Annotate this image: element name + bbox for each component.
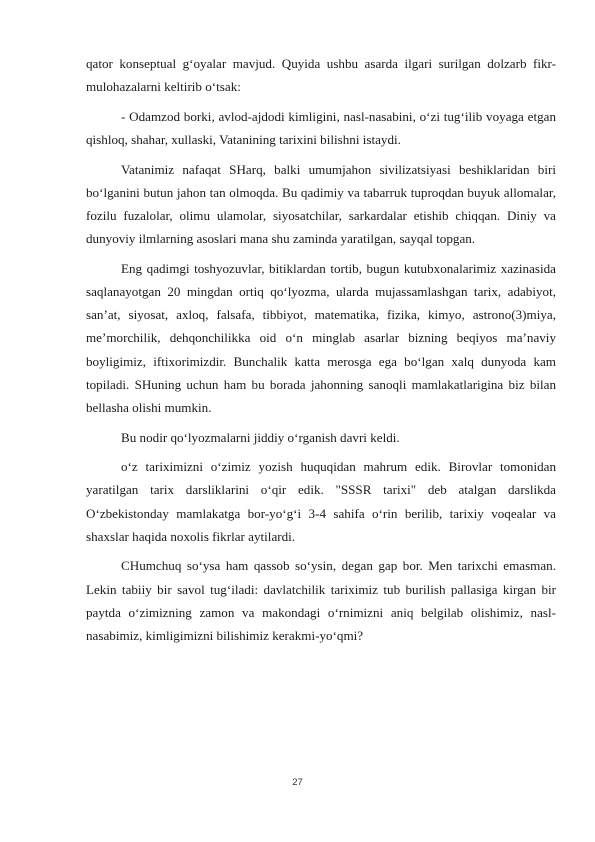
paragraph: qator konseptual g‘oyalar mavjud. Quyida ushbu asarda ilgari surilgan dolzarb fikr-mulohazalarni keltirib o‘tsak:: [86, 56, 556, 95]
page-number: 27: [292, 777, 303, 788]
paragraph: Vatanimiz nafaqat SHarq, balki umumjahon sivilizatsiyasi beshiklaridan biri bo‘lganini butun jahon tan olmoqda. Bu qadimiy va tabarruk tuproqdan buyuk allomalar, fozilu fuzalolar, olimu ulamolar, siyosatchilar, sarkardalar etishib chiqqan. Diniy va dunyoviy ilmlarning asoslari mana shu zaminda yaratilgan, sayqal topgan.: [86, 161, 556, 247]
paragraph: - Odamzod borki, avlod-ajdodi kimligini, nasl-nasabini, o‘zi tug‘ilib voyaga etgan qishloq, shahar, xullaski, Vatanining tarixini bilishni istaydi.: [86, 108, 556, 147]
paragraph: Bu nodir qo‘lyozmalarni jiddiy o‘rganish davri keldi.: [121, 429, 400, 445]
page-body: [86, 52, 556, 654]
paragraph: o‘z tariximizni o‘zimiz yozish huquqidan mahrum edik. Birovlar tomonidan yaratilgan tarix darsliklarini o‘qir edik. "SSSR tarixi" deb atalgan darslikda O‘zbekistonday mamlakatga bor-yo‘g‘i 3-4 sahifa o‘rin berilib, tarixiy voqealar va shaxslar haqida noxolis fikrlar aytilardi.: [86, 459, 556, 544]
paragraph: Eng qadimgi toshyozuvlar, bitiklardan tortib, bugun kutubxonalarimiz xazinasida saqlanayotgan 20 mingdan ortiq qo‘lyozma, ularda mujassamlashgan tarix, adabiyot, san’at, siyosat, axloq, falsafa, tibbiyot, matematika, fizika, kimyo, astrono(3)miya, me’morchilik, dehqonchilikka oid o‘n minglab asarlar bizning beqiyos ma’naviy boyligimiz, iftixorimizdir. Bunchalik katta merosga ega bo‘lgan xalq dunyoda kam topiladi. SHuning uchun ham bu borada jahonning sanoqli mamlakatlarigina biz bilan bellasha olishi mumkin.: [86, 260, 556, 416]
paragraph: CHumchuq so‘ysa ham qassob so‘ysin, degan gap bor. Men tarixchi emasman. Lekin tabiiy bir savol tug‘iladi: davlatchilik tariximiz tub burilish pallasiga kirgan bir paytda o‘zimizning zamon va makondagi o‘rnimizni aniq belgilab olishimiz, nasl-nasabimiz, kimligimizni bilishimiz kerakmi-yo‘qmi?: [86, 558, 556, 644]
